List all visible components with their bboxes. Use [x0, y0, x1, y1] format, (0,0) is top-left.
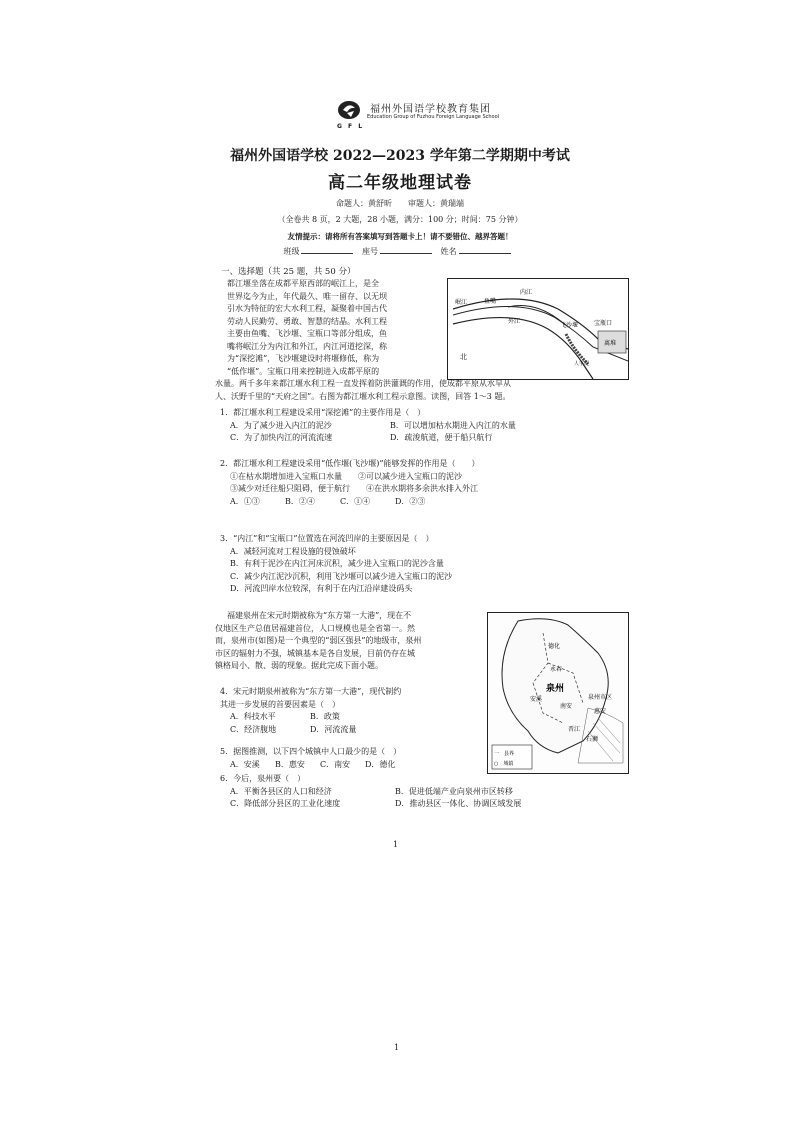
exam-authors: 命题人：黄舒昕 审题人：黄瑞端	[336, 199, 464, 208]
option[interactable]: A．安溪	[230, 759, 260, 769]
option[interactable]: B．促进低端产业向泉州市区转移	[395, 786, 513, 796]
school-logo-icon	[335, 98, 365, 124]
passage-2-line: 仅地区生产总值居福建首位，人口规模也是全省第一。然	[215, 623, 415, 633]
option[interactable]: C．降低部分县区的工业化速度	[230, 799, 341, 808]
option[interactable]: B．政策	[310, 712, 340, 721]
option[interactable]: D．疏浚航道，便于船只航行	[390, 433, 493, 442]
map1-label-renzidi: 人字堤	[574, 361, 590, 367]
passage-1-tail	[215, 378, 585, 403]
option[interactable]: A．平衡各县区的人口和经济	[230, 786, 332, 796]
map1-label-feishayan: 飞沙堰	[560, 322, 579, 329]
passage-1-line: 劳动人民勤劳、勇敢、智慧的结晶。水利工程	[227, 316, 387, 326]
question-stem: 1．都江堰水利工程建设采用“深挖滩”的主要作用是（ ）	[220, 408, 426, 417]
passage-2-line: 市区的辐射力不强，城镇基本是各自发展，目前仍存在城	[215, 648, 415, 658]
option[interactable]: C．南安	[320, 759, 351, 769]
passage-1-line: 世界迄今为止，年代最久、唯一留存、以无坝	[227, 291, 387, 301]
section-heading: 一、选择题（共 25 题，共 50 分）	[221, 267, 356, 277]
option[interactable]: D．德化	[365, 759, 396, 769]
option[interactable]: C．减少内江泥沙沉积，利用飞沙堰可以减少进入宝瓶口的泥沙	[230, 571, 453, 581]
question-1	[220, 407, 590, 445]
option-row	[220, 798, 590, 811]
exam-info: （全卷共 8 页，2 大题，28 小题，满分：100 分；时间：75 分钟）	[277, 215, 523, 224]
passage-1-line: 人、沃野千里的“天府之国”。右图为都江堰水利工程示意图。读图，回答 1～3 题。	[215, 391, 511, 401]
passage-1-line: 为“深挖滩”，飞沙堰建设时将堰修低，称为	[227, 354, 380, 363]
exam-sheet	[215, 88, 617, 858]
option-row	[220, 496, 590, 509]
option[interactable]: C．为了加快内江的河流流速	[230, 433, 333, 442]
sub-statement: ①在枯水期增加进入宝瓶口水量 ②可以减少进入宝瓶口的泥沙	[230, 471, 462, 481]
exam-tip: 友情提示：请将所有答案填写到答题卡上！请不要错位、越界答题！	[287, 232, 513, 241]
field-class-label: 班级	[283, 247, 300, 256]
map2-label-anxi: 安溪	[530, 696, 543, 703]
option-row	[220, 724, 488, 737]
question-6	[220, 773, 590, 811]
field-name-blank[interactable]	[459, 253, 511, 254]
passage-2-line: 福建泉州在宋元时期被称为“东方第一大港”，现在不	[227, 611, 412, 620]
map2-legend-boundary: 一 县界	[494, 751, 515, 757]
passage-1-line: 嘴将岷江分为内江和外江，内江河道挖深，称	[227, 341, 387, 351]
school-name-en: Education Group of Fuzhou Foreign Language School	[367, 114, 500, 120]
question-stem: 5．据图推测，以下四个城镇中人口最少的是（ ）	[220, 747, 402, 756]
passage-1-line: 都江堰坐落在成都平原西部的岷江上，是全	[227, 279, 379, 288]
exam-subtitle: 高二年级地理试卷	[328, 173, 472, 193]
option[interactable]: A．①③	[230, 496, 260, 506]
passage-1	[227, 278, 442, 378]
option[interactable]: D．河流凹岸水位较深，有利于在内江沿岸建设码头	[230, 584, 413, 593]
map2-label-quanzhou: 泉州	[546, 684, 565, 694]
field-seat-label: 座号	[362, 247, 378, 256]
map1-label-minjiang: 岷江	[455, 299, 468, 306]
passage-1-line: 主要由鱼嘴、飞沙堰、宝瓶口等部分组成，鱼	[227, 329, 387, 338]
exam-title: 福州外国语学校 2022—2023 学年第二学期期中考试	[230, 148, 570, 164]
question-stem-cont: 其进一步发展的首要因素是（ ）	[220, 699, 340, 709]
option[interactable]: D．推动县区一体化、协调区域发展	[395, 799, 522, 808]
map1-label-baopingkou: 宝瓶口	[594, 320, 613, 327]
question-stem: 3．“内江”和“宝瓶口”位置选在河流凹岸的主要原因是（ ）	[220, 534, 434, 543]
map1-label-yuzui: 鱼嘴	[484, 298, 497, 305]
map2-label-jinjiang: 晋江	[568, 726, 581, 733]
option[interactable]: A．为了减少进入内江的泥沙	[230, 420, 332, 430]
option[interactable]: C．经济腹地	[230, 724, 277, 734]
option[interactable]: A．科技水平	[230, 712, 276, 721]
passage-1-line: 引水为特征的宏大水利工程，凝聚着中国古代	[227, 304, 387, 313]
question-stem: 2．都江堰水利工程建设采用“低作堰(飞沙堰)”能够发挥的作用是（ ）	[220, 459, 480, 468]
map2-label-dehua: 德化	[548, 643, 561, 650]
outer-page-number: 1	[394, 1043, 400, 1052]
option[interactable]: B．可以增加枯水期进入内江的水量	[390, 420, 516, 430]
option[interactable]: B．有利于泥沙在内江河床沉积，减少进入宝瓶口的泥沙含量	[230, 559, 444, 568]
option[interactable]: D．②③	[395, 496, 426, 506]
option-row	[220, 420, 590, 433]
passage-1-line: 水量。两千多年来都江堰水利工程一直发挥着防洪灌溉的作用，使成都平原从水旱从	[215, 379, 511, 388]
sub-statement: ③减少对迁往船只阻碍，便于航行 ④在洪水期将多余洪水排入外江	[230, 484, 478, 493]
option-row	[220, 711, 488, 724]
question-5	[220, 746, 488, 771]
option-row	[220, 759, 488, 772]
map2-label-city: 泉州市区	[588, 694, 613, 701]
map1-label-lidui: 离堆	[604, 340, 617, 347]
option-row	[220, 786, 590, 799]
question-3	[220, 533, 590, 596]
map2-label-yongchun: 永春	[550, 666, 563, 673]
school-name-cn: 福州外国语学校教育集团	[370, 104, 491, 115]
school-abbr: G F L	[337, 123, 365, 130]
dujiangyan-map	[447, 278, 629, 380]
option[interactable]: C．①④	[340, 496, 371, 506]
field-seat-blank[interactable]	[380, 253, 432, 254]
question-stem: 6．今后，泉州要（ ）	[220, 774, 306, 783]
inner-page-number: 1	[393, 840, 399, 849]
option[interactable]: B．惠安	[275, 759, 305, 769]
option[interactable]: A．减轻河流对工程设施的侵蚀破坏	[230, 546, 356, 556]
passage-2-line: 镇格局小、散、弱的现象。据此完成下面小题。	[215, 661, 383, 670]
option-row	[220, 432, 590, 445]
question-4	[220, 686, 488, 736]
map2-legend-town: ○ 城镇	[494, 761, 514, 767]
question-2	[220, 458, 590, 508]
map1-label-neijiang: 内江	[520, 289, 533, 296]
map2-label-nanan: 南安	[560, 703, 573, 710]
map2-label-huian: 惠安	[594, 708, 607, 715]
option[interactable]: B．②④	[285, 496, 315, 506]
passage-2	[215, 610, 483, 673]
quanzhou-map	[487, 612, 629, 774]
field-name-label: 姓名	[440, 247, 457, 256]
map2-label-shishi: 石狮	[586, 736, 599, 743]
option[interactable]: D．河流流量	[310, 724, 357, 734]
passage-2-line: 而，泉州市(如图)是一个典型的“弱区强县”的地级市，泉州	[215, 636, 422, 645]
student-fields	[215, 246, 585, 257]
question-stem: 4．宋元时期泉州被称为“东方第一大港”，现代制约	[220, 687, 402, 696]
field-class-blank[interactable]	[301, 253, 353, 254]
map1-label-north: 北	[460, 353, 467, 361]
passage-1-line: “低作堰”。宝瓶口用来控制进入成都平原的	[227, 366, 380, 376]
map1-label-waijiang: 外江	[508, 318, 521, 325]
